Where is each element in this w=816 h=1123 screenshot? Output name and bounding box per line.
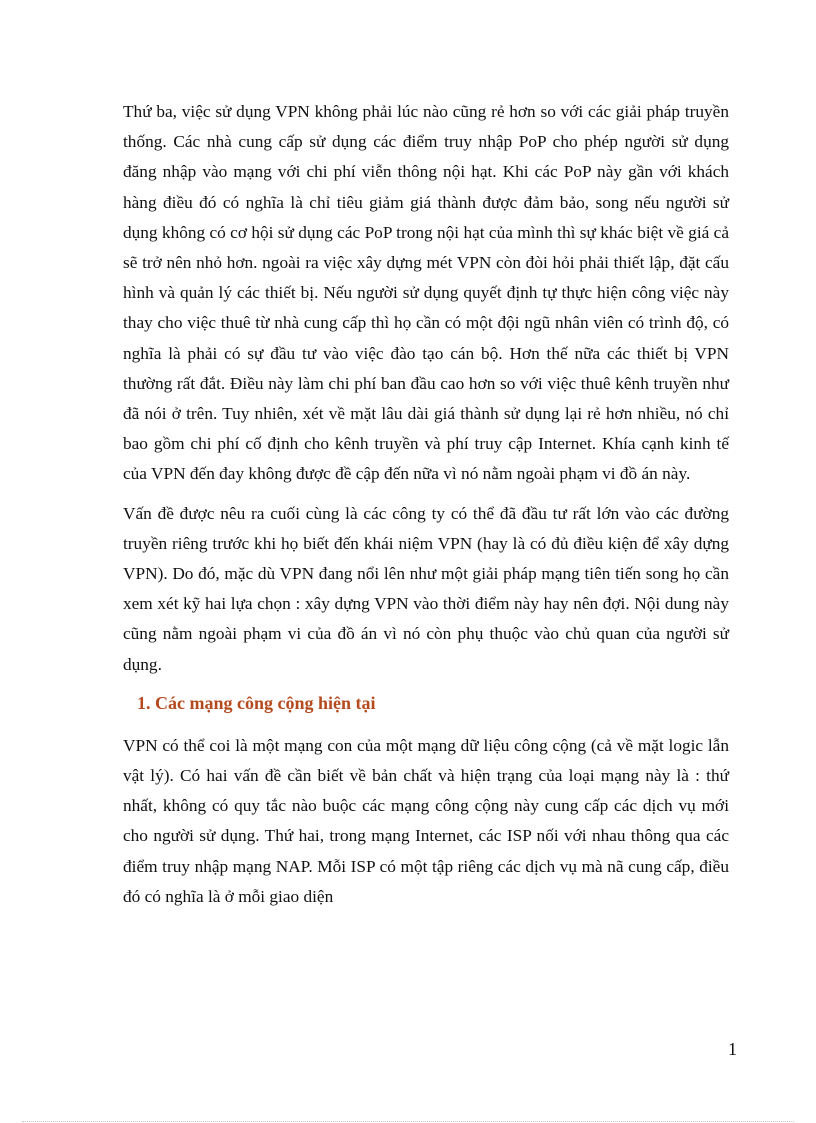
- page-bottom-divider: [22, 1121, 794, 1122]
- page-number: 1: [728, 1039, 737, 1059]
- paragraph-public-networks: VPN có thể coi là một mạng con của một mạng dữ liệu công cộng (cả về mặt logic lẫn vật lý). Có hai vấn đề cần biết về bản chất và hiện trạng của loại mạng này là : thứ nhất, không có quy tắc nào buộc các mạng công cộng này cung cấp các dịch vụ mới cho người sử dụng. Thứ hai, trong mạng Internet, các ISP nối với nhau thông qua các điểm truy nhập mạng NAP. Mỗi ISP có một tập riêng các dịch vụ mà nã cung cấp, điều đó có nghĩa là ở mỗi giao diện: [123, 735, 729, 906]
- section-heading: 1. Các mạng công cộng hiện tại: [137, 692, 376, 713]
- paragraph-investment: Vấn đề được nêu ra cuối cùng là các công ty có thể đã đầu tư rất lớn vào các đường truyền riêng trước khi họ biết đến khái niệm VPN (hay là có đủ điều kiện để xây dựng VPN). Do đó, mặc dù VPN đang nổi lên như một giải pháp mạng tiên tiến song họ cần xem xét kỹ hai lựa chọn : xây dựng VPN vào thời điểm này hay nên đợi. Nội dung này cũng nằm ngoài phạm vi của đồ án vì nó còn phụ thuộc vào chủ quan của người sử dụng.: [123, 503, 729, 674]
- document-body: [123, 97, 729, 921]
- paragraph-cost: Thứ ba, việc sử dụng VPN không phải lúc nào cũng rẻ hơn so với các giải pháp truyền thống. Các nhà cung cấp sử dụng các điểm truy nhập PoP cho phép người sử dụng đăng nhập vào mạng với chi phí viễn thông nội hạt. Khi các PoP này gần với khách hàng điều đó có nghĩa là chỉ tiêu giảm giá thành được đảm bảo, song nếu người sử dụng không có cơ hội sử dụng các PoP trong nội hạt của mình thì sự khác biệt về giá cả sẽ trở nên nhỏ hơn. ngoài ra việc xây dựng mét VPN còn đòi hỏi phải thiết lập, đặt cấu hình và quản lý các thiết bị. Nếu người sử dụng quyết định tự thực hiện công việc này thay cho việc thuê từ nhà cung cấp thì họ cần có một đội ngũ nhân viên có trình độ, có nghĩa là phải có sự đầu tư vào việc đào tạo cán bộ. Hơn thế nữa các thiết bị VPN thường rất đắt. Điều này làm chi phí ban đầu cao hơn so với việc thuê kênh truyền như đã nói ở trên. Tuy nhiên, xét về mặt lâu dài giá thành sử dụng lại rẻ hơn nhiều, nó chỉ bao gồm chi phí cố định cho kênh truyền và phí truy cập Internet. Khía cạnh kinh tế của VPN đến đay không được đề cập đến nữa vì nó nằm ngoài phạm vi đồ án này.: [123, 102, 729, 484]
